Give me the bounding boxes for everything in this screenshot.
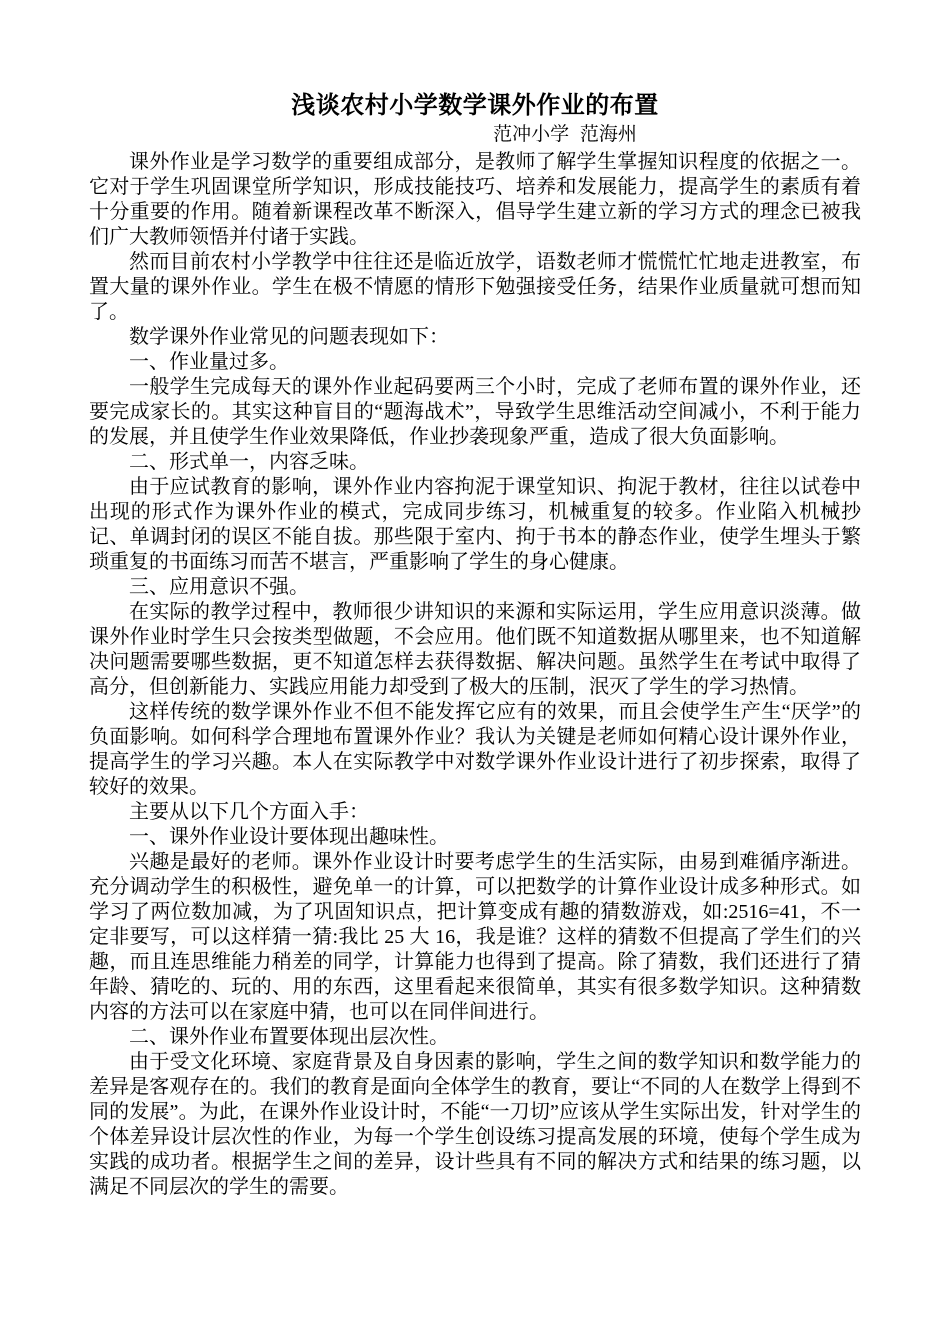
paragraph: 一般学生完成每天的课外作业起码要两三个小时，完成了老师布置的课外作业，还要完成家长的。其实这种盲目的“题海战术”，导致学生思维活动空间减小，不利于能力的发展，并且使学生作业效果降低，作业抄袭现象严重，造成了很大负面影响。 (89, 376, 861, 448)
document-content (89, 0, 861, 1200)
paragraph: 数学课外作业常见的问题表现如下： (129, 326, 449, 348)
paragraph: 这样传统的数学课外作业不但不能发挥它应有的效果，而且会使学生产生“厌学”的负面影响。如何科学合理地布置课外作业？我认为关键是老师如何精心设计课外作业，提高学生的学习兴趣。本人在实际教学中对数学课外作业设计进行了初步探索，取得了较好的效果。 (89, 701, 861, 798)
document-title: 浅谈农村小学数学课外作业的布置 (291, 93, 659, 119)
paragraph: 然而目前农村小学教学中往往还是临近放学，语数老师才慌慌忙忙地走进教室，布置大量的课外作业。学生在极不情愿的情形下勉强接受任务，结果作业质量就可想而知了。 (89, 251, 861, 323)
paragraph: 二、课外作业布置要体现出层次性。 (129, 1026, 449, 1048)
paragraph: 一、课外作业设计要体现出趣味性。 (129, 826, 449, 848)
paragraph: 主要从以下几个方面入手： (129, 801, 369, 823)
document-author: 范冲小学 范海州 (493, 124, 637, 145)
paragraph: 兴趣是最好的老师。课外作业设计时要考虑学生的生活实际，由易到难循序渐进。充分调动学生的积极性，避免单一的计算，可以把数学的计算作业设计成多种形式。如学习了两位数加减，为了巩固知识点，把计算变成有趣的猜数游戏，如:2516=41，不一定非要写，可以这样猜一猜:我比 25 大 16，我是谁？这样的猜数不但提高了学生们的兴趣，而且连思维能力稍差的同学，计算能力也得到了提高。除了猜数，我们还进行了猜年龄、猜吃的、玩的、用的东西，这里看起来很简单，其实有很多数学知识。这种猜数内容的方法可以在家庭中猜，也可以在同伴间进行。 (89, 851, 861, 1023)
paragraph: 三、应用意识不强。 (129, 576, 309, 598)
paragraph: 在实际的教学过程中，教师很少讲知识的来源和实际运用，学生应用意识淡薄。做课外作业时学生只会按类型做题，不会应用。他们既不知道数据从哪里来，也不知道解决问题需要哪些数据，更不知道怎样去获得数据、解决问题。虽然学生在考试中取得了高分，但创新能力、实践应用能力却受到了极大的压制，泯灭了学生的学习热情。 (89, 601, 861, 698)
paragraph: 课外作业是学习数学的重要组成部分，是教师了解学生掌握知识程度的依据之一。它对于学生巩固课堂所学知识，形成技能技巧、培养和发展能力，提高学生的素质有着十分重要的作用。随着新课程改革不断深入，倡导学生建立新的学习方式的理念已被我们广大教师领悟并付诸于实践。 (89, 151, 861, 248)
paragraph: 由于受文化环境、家庭背景及自身因素的影响，学生之间的数学知识和数学能力的差异是客观存在的。我们的教育是面向全体学生的教育，要让“不同的人在数学上得到不同的发展”。为此，在课外作业设计时，不能“一刀切”应该从学生实际出发，针对学生的个体差异设计层次性的作业，为每一个学生创设练习提高发展的环境，使每个学生成为实践的成功者。根据学生之间的差异，设计些具有不同的解决方式和结果的练习题，以满足不同层次的学生的需要。 (89, 1051, 861, 1198)
paragraph: 由于应试教育的影响，课外作业内容拘泥于课堂知识、拘泥于教材，往往以试卷中出现的形式作为课外作业的模式，完成同步练习，机械重复的较多。作业陷入机械抄记、单调封闭的误区不能自拔。那些限于室内、拘于书本的静态作业，使学生埋头于繁琐重复的书面练习而苦不堪言，严重影响了学生的身心健康。 (89, 476, 861, 573)
document-body (89, 150, 861, 1200)
paragraph: 一、作业量过多。 (129, 351, 289, 373)
paragraph: 二、形式单一，内容乏味。 (129, 451, 369, 473)
